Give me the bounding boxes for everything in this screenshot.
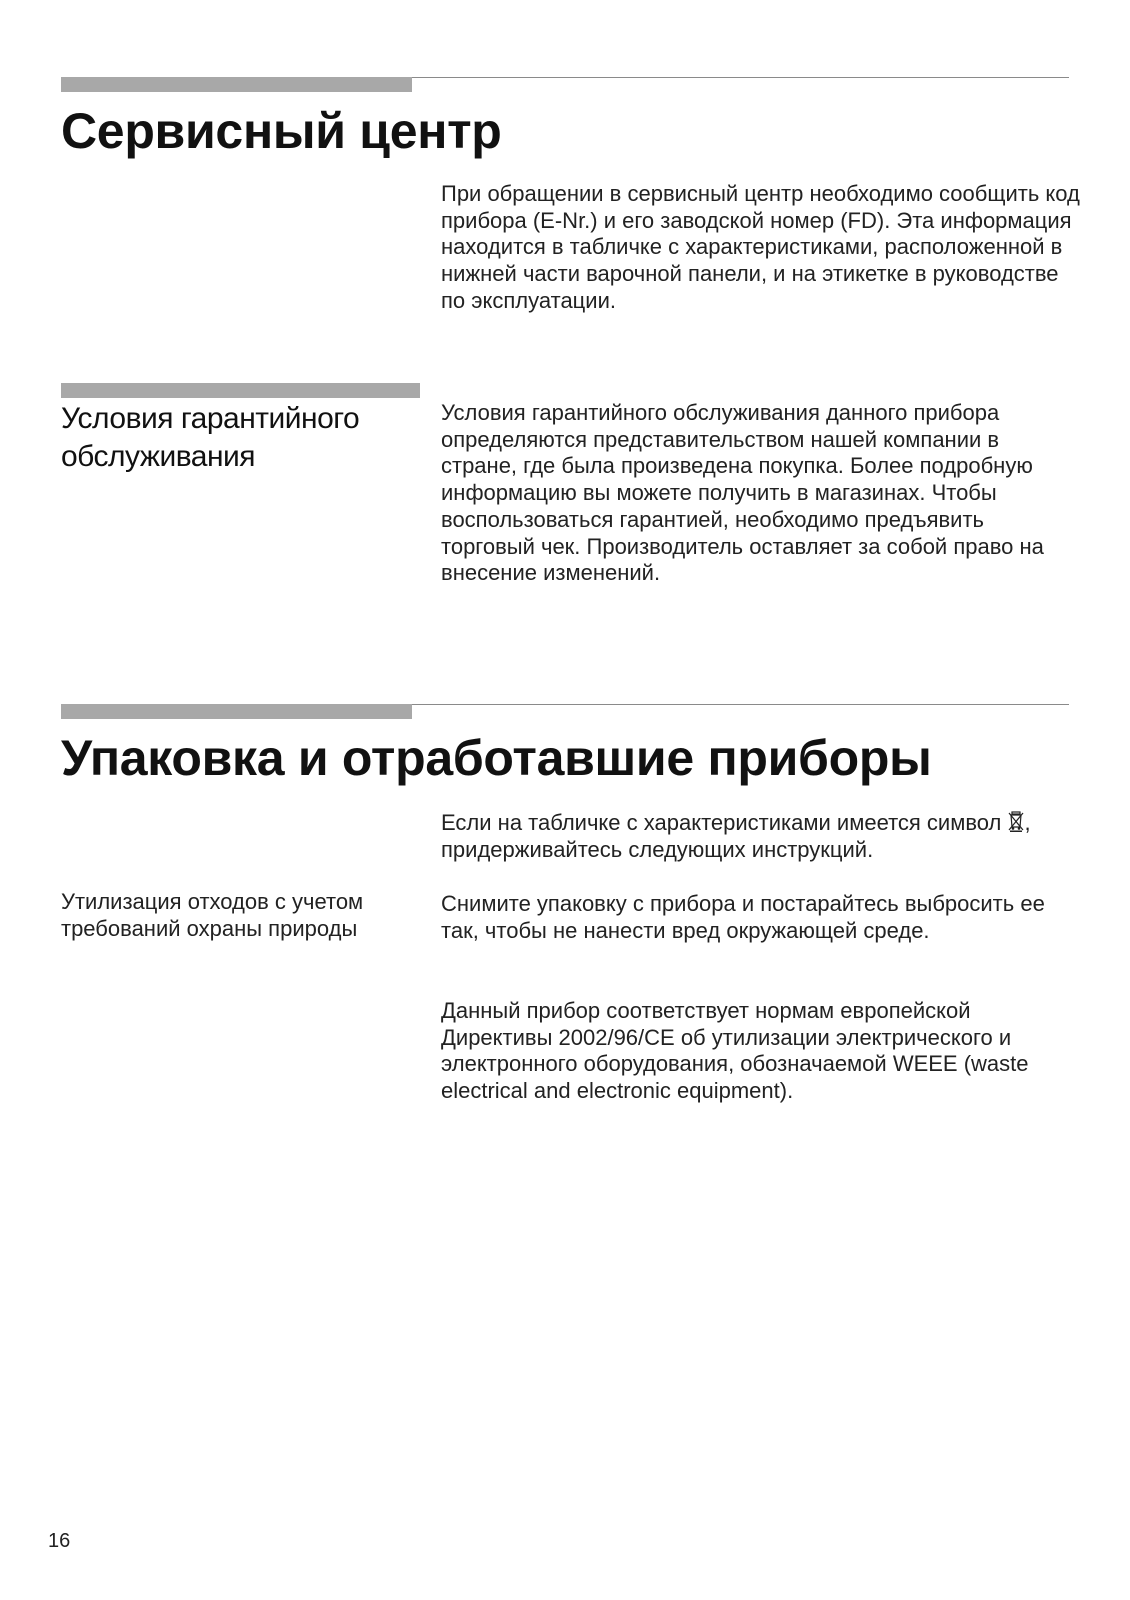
section-divider-bar <box>61 77 412 92</box>
service-center-text: При обращении в сервисный центр необходимо сообщить код прибора (E-Nr.) и его заводской номер (FD). Эта информация находится в табличке с характеристиками, расположенной в нижней части варочной панели, и на этикетке в руководстве по эксплуатации. <box>441 181 1080 313</box>
page-number: 16 <box>48 1530 71 1552</box>
service-center-title: Сервисный центр <box>61 103 502 159</box>
packaging-removal-text: Снимите упаковку с прибора и постарайтесь выбросить ее так, чтобы не нанести вред окружающей среде. <box>441 891 1045 943</box>
eco-disposal-note: Утилизация отходов с учетом требований охраны природы <box>61 889 364 941</box>
weee-directive-text: Данный прибор соответствует нормам европейской Директивы 2002/96/CE об утилизации электрического и электронного оборудования, обозначаемой WEEE (waste electrical and electronic equipment). <box>441 998 1029 1104</box>
section-divider-rule <box>412 77 1069 78</box>
packaging-intro-tail: , придерживайтесь следующих инструкций. <box>441 810 1031 862</box>
crossed-out-wheelie-bin-icon <box>1008 810 1024 832</box>
warranty-text: Условия гарантийного обслуживания данного прибора определяются представительством нашей компании в стране, где была произведена покупка. Более подробную информацию вы можете получить в магазинах. Чтобы воспользоваться гарантией, необходимо предъявить торговый чек. Производитель оставляет за собой право на внесение изменений. <box>441 400 1044 586</box>
packaging-intro-text: Если на табличке с характеристиками имеется символ <box>441 810 1002 835</box>
warranty-heading: Условия гарантийного обслуживания <box>61 402 360 473</box>
packaging-intro <box>441 810 1081 863</box>
packaging-title: Упаковка и отработавшие приборы <box>61 730 932 786</box>
section-divider-rule <box>412 704 1069 705</box>
warranty-divider-bar <box>61 383 420 398</box>
section-divider-bar <box>61 704 412 719</box>
